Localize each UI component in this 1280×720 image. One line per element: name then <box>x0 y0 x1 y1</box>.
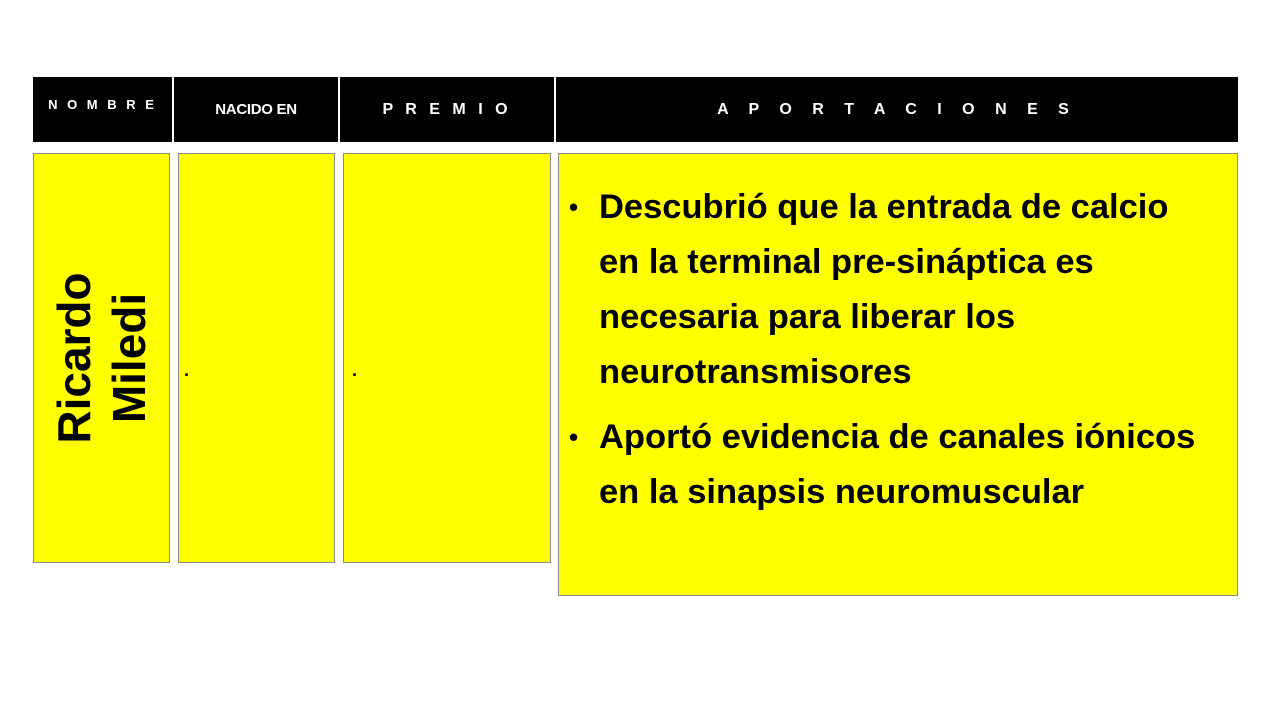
cell-premio <box>343 153 551 563</box>
scientist-last-name: Miledi <box>102 292 155 424</box>
list-item <box>569 180 1217 400</box>
nacido-en-value: . <box>184 360 190 380</box>
aportaciones-list <box>569 180 1217 530</box>
scientist-name <box>47 272 157 443</box>
cell-nombre <box>33 153 170 563</box>
bullet-icon: • <box>569 192 579 222</box>
header-nacido-en: NACIDO EN <box>174 77 338 142</box>
premio-value: . <box>352 360 358 380</box>
aportacion-text: Descubrió que la entrada de calcio en la terminal pre-sináptica es necesaria para liberar los neurotransmisores <box>599 188 1169 391</box>
header-nombre: N O M B R E <box>33 77 172 142</box>
header-aportaciones: A P O R T A C I O N E S <box>556 77 1238 142</box>
cell-aportaciones <box>558 153 1238 596</box>
aportacion-text: Aportó evidencia de canales iónicos en la sinapsis neuromuscular <box>599 418 1196 511</box>
cell-nacido-en <box>178 153 335 563</box>
scientist-first-name: Ricardo <box>47 272 100 444</box>
list-item <box>569 410 1217 520</box>
header-premio: P R E M I O <box>340 77 554 142</box>
bullet-icon: • <box>569 422 579 452</box>
